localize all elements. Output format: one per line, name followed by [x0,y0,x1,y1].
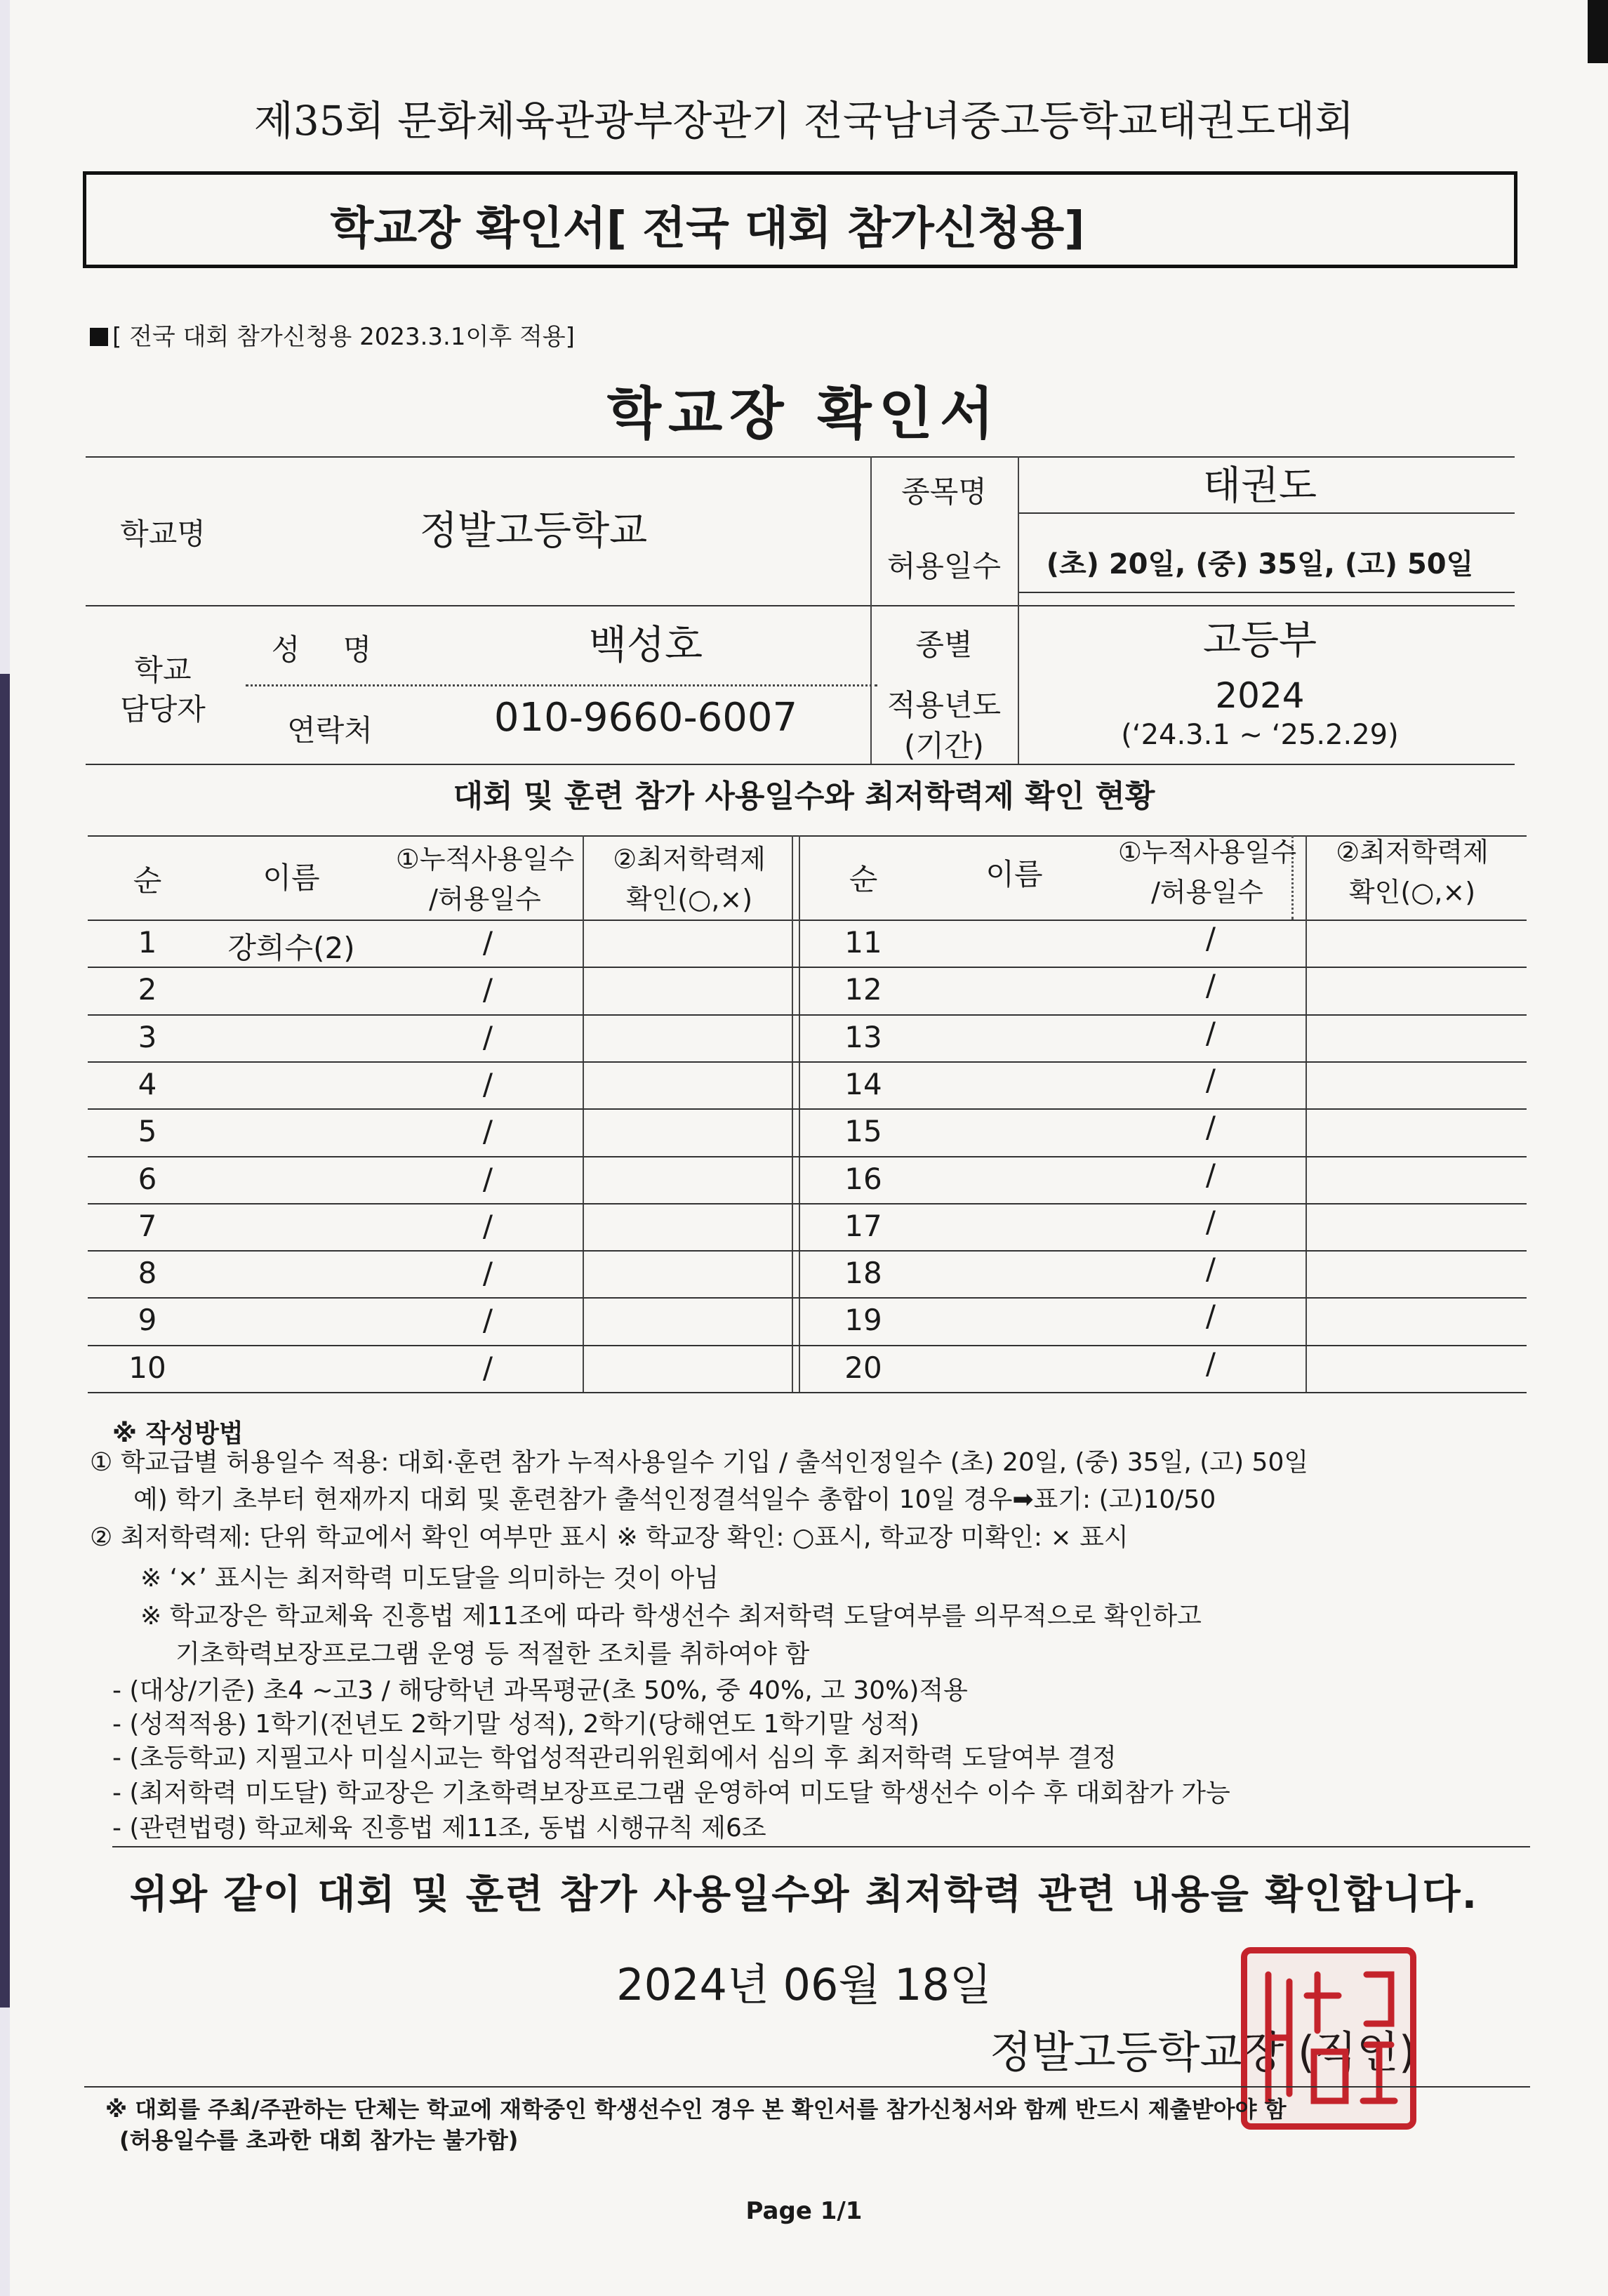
row-rule [88,1250,1527,1252]
row-rule [88,1061,1527,1063]
period-value: (‘24.3.1 ~ ‘25.2.29) [1121,719,1399,751]
header-no: 순 [849,862,878,896]
section-rule [112,1846,1530,1847]
row-days: / [1205,968,1216,1003]
school-label: 학교명 [120,517,206,551]
row-no: 14 [844,1066,882,1101]
instruction-line: ② 최저학력제: 단위 학교에서 확인 여부만 표시 ※ 학교장 확인: ○표시, 학교장 미확인: × 표시 [90,1523,1129,1552]
row-days: / [482,1161,493,1196]
row-no: 9 [138,1303,157,1338]
info-rule [1019,592,1515,593]
manager-name: 백성호 [588,623,703,668]
table-rule [88,1392,1527,1393]
row-rule [88,1297,1527,1299]
row-days: / [482,1019,493,1054]
row-days: / [482,1350,493,1385]
row-days: / [1205,921,1216,955]
header-check-2: 확인(○,×) [625,884,753,915]
principal-signature: 정발고등학교장 (직인) [990,2026,1416,2078]
confirm-statement: 위와 같이 대회 및 훈련 참가 사용일수와 최저학력 관련 내용을 확인합니다. [129,1872,1479,1918]
row-rule [88,1156,1527,1157]
row-days: / [1205,1299,1216,1334]
banner-title: 학교장 확인서[ 전국 대회 참가신청용] [330,203,1085,255]
instruction-line: - (관련법령) 학교체육 진흥법 제11조, 동법 시행규칙 제6조 [112,1814,766,1843]
instruction-line: ※ ‘×’ 표시는 최저학력 미도달을 의미하는 것이 아님 [140,1564,719,1593]
header-days-1: ①누적사용일수 [395,844,575,875]
apply-note [90,317,575,352]
row-no: 1 [138,925,157,960]
square-bullet-icon [90,328,108,346]
row-no: 10 [128,1350,166,1385]
header-days-2: /허용일수 [429,884,541,915]
row-days: / [1205,1062,1216,1097]
row-rule [88,1014,1527,1016]
year-label-1: 적용년도 [886,688,1002,722]
instruction-line: - (초등학교) 지필고사 미실시교는 학업성적관리위원회에서 심의 후 최저학력 도달여부 결정 [112,1744,1117,1772]
name-label: 성 명 [271,632,389,667]
header-days-2: /허용일수 [1151,877,1263,908]
row-no: 11 [844,925,882,960]
header-no: 순 [133,863,162,898]
instruction-line: 기초학력보장프로그램 운영 등 적절한 조치를 취하여야 함 [175,1640,810,1668]
row-no: 16 [844,1161,882,1196]
row-name: 강희수(2) [227,931,355,965]
page-number: Page 1/1 [745,2197,863,2225]
row-rule [88,1108,1527,1110]
row-days: / [482,1303,493,1338]
instruction-line: - (성적적용) 1학기(전년도 2학기말 성적), 2학기(당해연도 1학기말 성적) [112,1710,919,1739]
header-name: 이름 [985,857,1043,891]
apply-note-text: [ 전국 대회 참가신청용 2023.3.1이후 적용] [112,323,575,351]
sport-label: 종목명 [901,475,987,509]
page-corner-shadow [1588,0,1608,63]
footer-rule [84,2086,1530,2088]
row-no: 20 [844,1350,882,1385]
header-check-1: ②최저학력제 [613,844,766,875]
header-check-1: ②최저학력제 [1336,837,1489,868]
row-no: 8 [138,1256,157,1291]
allowed-days-label: 허용일수 [886,549,1002,583]
instruction-line: ※ 학교장은 학교체육 진흥법 제11조에 따라 학생선수 최저학력 도달여부를 의무적으로 확인하고 [140,1602,1202,1631]
header-check-2: 확인(○,×) [1348,877,1476,908]
row-days: / [482,972,493,1007]
row-no: 7 [138,1208,157,1243]
row-no: 3 [138,1019,157,1054]
row-no: 12 [844,972,882,1007]
header-days-1: ①누적사용일수 [1117,837,1297,868]
row-no: 6 [138,1161,157,1196]
table-divider [583,835,584,1392]
info-rule [1019,512,1515,514]
contact-label: 연락처 [287,713,373,748]
row-days: / [482,1256,493,1291]
row-rule [88,967,1527,968]
row-days: / [1205,1204,1216,1239]
footer-note: ※ 대회를 주최/주관하는 단체는 학교에 재학중인 학생선수인 경우 본 확인서를 참가신청서와 함께 반드시 제출받아야 함 [105,2096,1287,2123]
row-no: 5 [138,1114,157,1149]
row-rule [88,1203,1527,1205]
row-no: 13 [844,1019,882,1054]
row-days: / [482,925,493,960]
school-name: 정발고등학교 [419,508,648,554]
confirm-date: 2024년 06월 18일 [616,1959,992,2010]
manager-label-2: 담당자 [120,692,206,726]
row-days: / [482,1208,493,1243]
row-days: / [1205,1110,1216,1145]
footer-note: (허용일수를 초과한 대회 참가는 불가함) [119,2127,519,2154]
row-no: 17 [844,1208,882,1243]
info-rule [86,605,1515,606]
background-strip [0,674,10,2008]
allowed-days-value: (초) 20일, (중) 35일, (고) 50일 [1046,548,1474,580]
header-name: 이름 [263,861,320,895]
manager-label-1: 학교 [134,653,192,687]
division-label: 종별 [915,628,973,662]
instruction-line: - (최저학력 미도달) 학교장은 기초학력보장프로그램 운영하여 미도달 학생선수 이수 후 대회참가 가능 [112,1779,1230,1807]
year-label-2: (기간) [904,729,984,763]
row-no: 15 [844,1114,882,1149]
row-no: 4 [138,1066,157,1101]
row-days: / [1205,1252,1216,1287]
division-value: 고등부 [1202,618,1317,663]
sport-value: 태권도 [1202,463,1317,509]
row-no: 18 [844,1256,882,1291]
table-divider [792,835,793,1392]
row-days: / [1205,1157,1216,1192]
info-rule [246,684,877,686]
row-no: 19 [844,1303,882,1338]
row-days: / [1205,1015,1216,1050]
competition-title: 제35회 문화체육관광부장관기 전국남녀중고등학교태권도대회 [253,97,1355,145]
table-rule [88,920,1527,921]
row-days: / [482,1066,493,1101]
contact-value: 010-9660-6007 [493,695,798,741]
row-no: 2 [138,972,157,1007]
row-days: / [482,1114,493,1149]
section-title: 대회 및 훈련 참가 사용일수와 최저학력제 확인 현황 [453,778,1155,814]
row-rule [88,1345,1527,1346]
instruction-line: - (대상/기준) 초4 ~고3 / 해당학년 과목평균(초 50%, 중 40%, 고 30%)적용 [112,1676,968,1705]
row-days: / [1205,1346,1216,1381]
instruction-line: ① 학교급별 허용일수 적용: 대회·훈련 참가 누적사용일수 기입 / 출석인정일수 (초) 20일, (중) 35일, (고) 50일 [90,1448,1309,1477]
document-title: 학교장 확인서 [606,381,1002,446]
year-value: 2024 [1215,675,1305,716]
table-divider [1305,835,1307,1392]
instruction-line: 예) 학기 초부터 현재까지 대회 및 훈련참가 출석인정결석일수 총합이 10일 경우➡표기: (고)10/50 [133,1485,1216,1514]
table-divider [799,835,800,1392]
info-rule [86,764,1515,765]
instructions-heading: ※ 작성방법 [112,1419,244,1448]
